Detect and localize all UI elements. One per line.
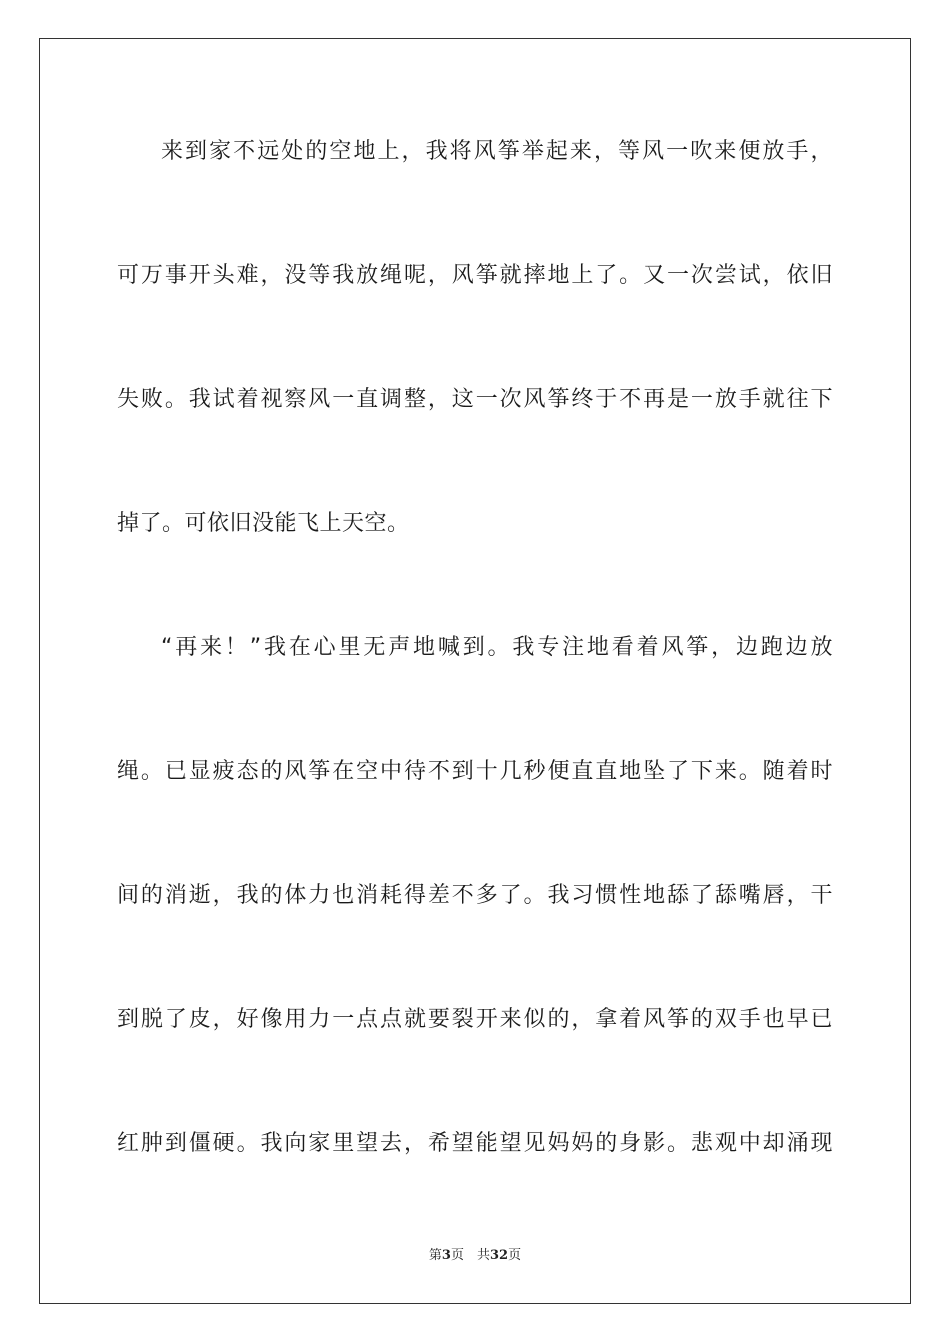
page-current: 3 [441,1248,451,1263]
paragraph-line: 红肿到僵硬。我向家里望去，希望能望见妈妈的身影。悲观中却涌现 [117,1131,833,1156]
paragraph-line: 绳。已显疲态的风筝在空中待不到十几秒便直直地坠了下来。随着时 [117,759,833,784]
page-prefix: 第 [428,1248,442,1263]
paragraph-line: 间的消逝，我的体力也消耗得差不多了。我习惯性地舔了舔嘴唇，干 [117,883,833,908]
paragraph-line: 可万事开头难，没等我放绳呢，风筝就摔地上了。又一次尝试，依旧 [117,263,833,288]
paragraph-line: “再来！”我在心里无声地喊到。我专注地看着风筝，边跑边放 [161,635,833,660]
page-footer [0,1247,950,1265]
paragraph-line: 掉了。可依旧没能飞上天空。 [117,511,410,536]
paragraph-line: 到脱了皮，好像用力一点点就要裂开来似的，拿着风筝的双手也早已 [117,1007,833,1032]
paragraph-line: 失败。我试着视察风一直调整，这一次风筝终于不再是一放手就往下 [117,387,833,412]
page-total: 32 [489,1248,509,1263]
page-suffix: 页 [508,1248,522,1263]
paragraph-line: 来到家不远处的空地上，我将风筝举起来，等风一吹来便放手， [161,139,833,164]
page-mid: 页 共 [450,1248,490,1263]
page-frame [39,38,911,1304]
